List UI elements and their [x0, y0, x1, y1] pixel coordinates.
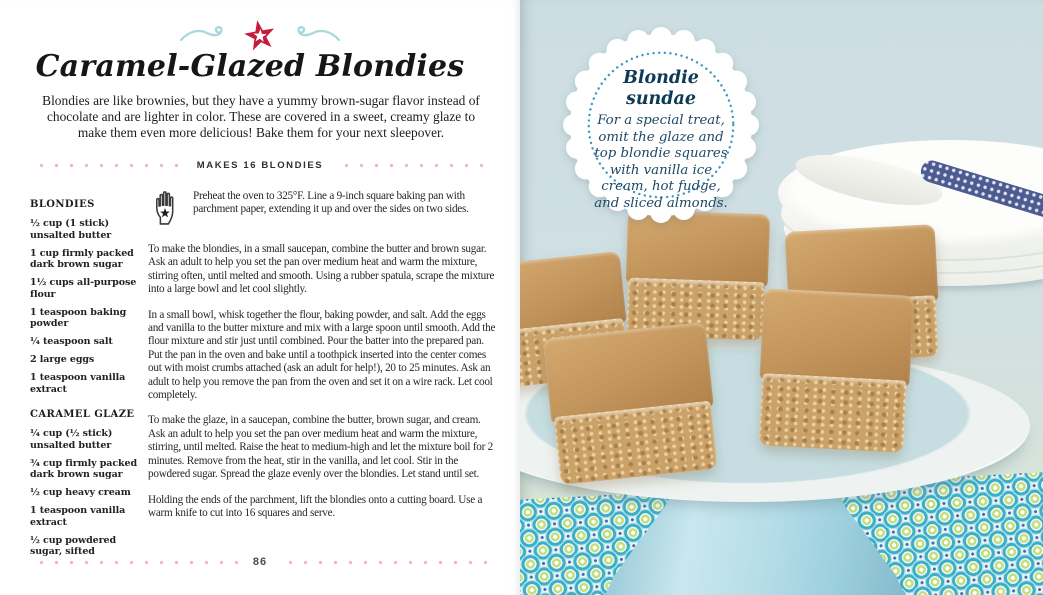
- tip-badge-text: [588, 68, 734, 212]
- ingredient-item: 1 cup firmly packed dark brown sugar: [30, 247, 134, 270]
- ingredient-item: 1 teaspoon vanilla extract: [30, 372, 126, 395]
- ingredients-heading-blondies: BLONDIES: [30, 199, 95, 210]
- yield-row: [32, 160, 488, 171]
- photo-blondies: [520, 0, 1043, 595]
- ingredient-item: ½ cup (1 stick) unsalted butter: [30, 218, 112, 241]
- blondie-square: [756, 288, 914, 453]
- page-number: 86: [252, 556, 268, 568]
- ingredient-item: 1 teaspoon vanilla extract: [30, 505, 126, 528]
- recipe-intro: Blondies are like brownies, but they have a yummy brown-sugar flavor instead of chocolate and are lighter in color. These are covered in a sweet, creamy glaze to make them even more delicious! Bake them for your next sleepover.: [42, 93, 480, 141]
- dotted-divider: [32, 163, 183, 168]
- dotted-divider: [281, 560, 488, 565]
- caramel-glaze-top: [759, 288, 914, 387]
- recipe-page: [0, 0, 520, 595]
- tip-badge-body: For a special treat, omit the glaze and top blondie squares with vanilla ice cream, hot fudge, and sliced almonds.: [594, 113, 728, 211]
- ingredient-item: ¼ cup (½ stick) unsalted butter: [30, 428, 113, 451]
- ingredient-item: ¾ cup firmly packed dark brown sugar: [30, 457, 137, 480]
- blondie-square: [543, 322, 720, 485]
- instruction-text: Preheat the oven to 325°F. Line a 9-inch square baking pan with parchment paper, extending it up and over the sides on two sides.: [193, 190, 469, 216]
- instructions-column: [148, 188, 498, 532]
- instruction-step-5: Holding the ends of the parchment, lift the blondies onto a cutting board. Use a warm knife to cut into 16 squares and serve.: [148, 493, 483, 519]
- tip-badge: [562, 26, 760, 224]
- page-footer: [32, 556, 488, 568]
- dotted-divider: [337, 163, 488, 168]
- ingredient-item: 2 large eggs: [30, 354, 95, 365]
- instruction-step-4: To make the glaze, in a saucepan, combine the butter, brown sugar, and cream. Ask an adult to help you set the pan over medium heat and warm the mixture, stirring, until melted. Raise the heat to medium-high and let the mixture boil for 2 minutes. Remove from the heat, stir in the vanilla, and let cool. Stir in the powdered sugar. Spread the glaze evenly over the blondies. Let stand until set.: [148, 414, 494, 481]
- instruction-step-2: To make the blondies, in a small saucepan, combine the butter and brown sugar. Ask an adult to help you set the pan over medium heat and warm the mixture, stirring often, until melted and smooth. Using a rubber spatula, scrape the mixture into a large bowl and let cool slightly.: [148, 243, 495, 296]
- ingredients-column: [30, 199, 148, 564]
- instruction-step-1: [148, 188, 498, 231]
- tip-badge-title: Blondie sundae: [623, 68, 699, 109]
- ingredient-item: 1½ cups all-purpose flour: [30, 277, 137, 300]
- blondie-square: [624, 210, 770, 341]
- ingredient-item: ¼ teaspoon salt: [30, 336, 113, 347]
- instruction-step-3: In a small bowl, whisk together the flour, baking powder, and salt. Add the eggs and vanilla to the butter mixture and mix with a large spoon until smooth. Add the flour mixture and stir just until combined. Pour the batter into the prepared pan. Put the pan in the oven and bake until a toothpick inserted into the center comes out with moist crumbs attached (ask an adult for help!), 20 to 25 minutes. Ask an adult to help you remove the pan from the oven and set it on a wire rack. Let cool completely.: [148, 308, 496, 402]
- ingredient-item: ½ cup heavy cream: [30, 487, 131, 498]
- ingredient-item: ½ cup powdered sugar, sifted: [30, 534, 116, 557]
- blondie-crumb: [759, 373, 907, 453]
- hand-with-star-icon: [148, 188, 184, 231]
- swirl-right-icon: [292, 23, 340, 49]
- swirl-left-icon: [180, 23, 228, 49]
- yield-label: MAKES 16 BLONDIES: [196, 160, 324, 171]
- ingredient-item: 1 teaspoon baking powder: [30, 306, 127, 329]
- dotted-divider: [32, 560, 239, 565]
- ingredients-heading-caramel-glaze: CARAMEL GLAZE: [30, 409, 135, 420]
- recipe-title: Caramel-Glazed Blondies: [35, 49, 465, 84]
